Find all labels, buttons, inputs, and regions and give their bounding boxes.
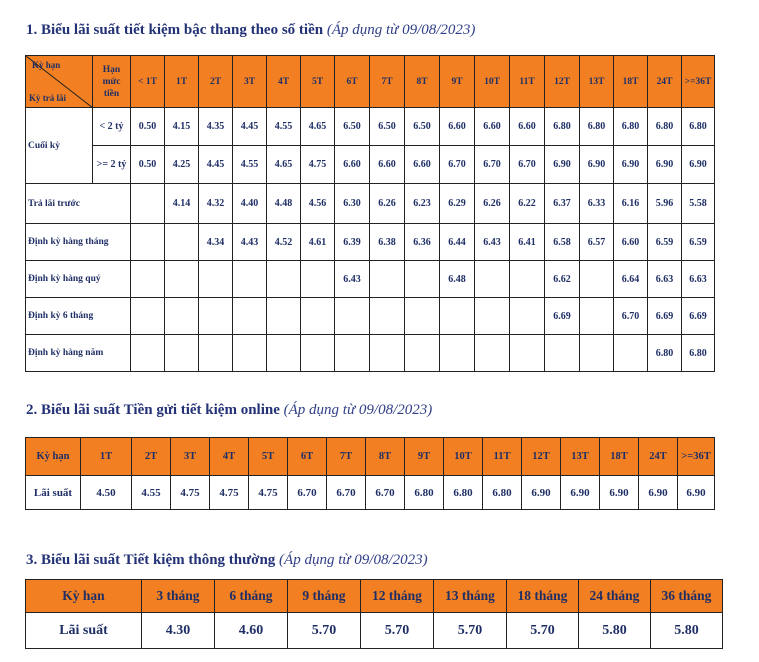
rate-cell: [370, 261, 405, 298]
rate-cell: [165, 261, 199, 298]
section-1-number: 1.: [26, 22, 38, 38]
table-row: [26, 476, 715, 510]
rate-cell: [199, 335, 233, 372]
rate-cell: 4.35: [199, 108, 233, 146]
term-header: 9T: [405, 438, 444, 476]
rate-cell: 6.90: [639, 476, 678, 510]
row-label: Cuối kỳ: [26, 108, 93, 184]
rate-cell: [131, 261, 165, 298]
table-row: [26, 146, 715, 184]
term-header: 24T: [648, 56, 682, 108]
rate-cell: 4.25: [165, 146, 199, 184]
rate-cell: 4.75: [171, 476, 210, 510]
regular-savings-rate-table: [25, 579, 723, 649]
rate-cell: 6.62: [545, 261, 580, 298]
section-2-title: [26, 402, 432, 419]
section-1-title: [26, 22, 475, 39]
section-1-heading: Biểu lãi suất tiết kiệm bậc thang theo số tiền: [41, 22, 324, 38]
term-header: 7T: [370, 56, 405, 108]
rate-cell: [510, 261, 545, 298]
rate-cell: 6.80: [580, 108, 614, 146]
rate-cell: 6.50: [405, 108, 440, 146]
rate-cell: 6.80: [614, 108, 648, 146]
rate-cell: 4.32: [199, 184, 233, 224]
rate-cell: 6.37: [545, 184, 580, 224]
term-header: 6T: [288, 438, 327, 476]
rate-cell: 6.70: [327, 476, 366, 510]
rate-cell: 6.38: [370, 224, 405, 261]
rate-cell: [267, 261, 301, 298]
rate-cell: [370, 335, 405, 372]
rate-cell: 4.48: [267, 184, 301, 224]
rate-cell: [475, 335, 510, 372]
rate-cell: 6.48: [440, 261, 475, 298]
rate-cell: 6.80: [483, 476, 522, 510]
section-3-title: [26, 552, 428, 569]
rate-cell: 6.90: [522, 476, 561, 510]
term-header: 13T: [580, 56, 614, 108]
rate-cell: 6.80: [405, 476, 444, 510]
rate-cell: [370, 298, 405, 335]
rate-label: Lãi suất: [26, 613, 142, 649]
rate-cell: 4.45: [233, 108, 267, 146]
rate-cell: [440, 298, 475, 335]
rate-cell: 6.69: [682, 298, 715, 335]
section-2-note: (Áp dụng từ 09/08/2023): [283, 402, 433, 418]
table-row: [26, 335, 715, 372]
rate-cell: [165, 335, 199, 372]
rate-cell: 6.58: [545, 224, 580, 261]
rate-cell: [475, 261, 510, 298]
rate-cell: 5.70: [507, 613, 579, 649]
rate-cell: 6.22: [510, 184, 545, 224]
term-header: 18 tháng: [507, 580, 579, 613]
rate-cell: 6.43: [335, 261, 370, 298]
rate-cell: 6.59: [648, 224, 682, 261]
rate-cell: 6.80: [648, 108, 682, 146]
table-row: [26, 108, 715, 146]
rate-cell: 6.29: [440, 184, 475, 224]
rate-cell: 6.70: [510, 146, 545, 184]
term-header: 6 tháng: [215, 580, 288, 613]
rate-cell: [165, 224, 199, 261]
row-label: Định kỳ 6 tháng: [26, 298, 131, 335]
rate-cell: 6.70: [475, 146, 510, 184]
term-header: 8T: [366, 438, 405, 476]
rate-cell: 6.57: [580, 224, 614, 261]
section-3-note: (Áp dụng từ 09/08/2023): [279, 552, 428, 568]
term-header: 5T: [249, 438, 288, 476]
rate-cell: 6.63: [648, 261, 682, 298]
term-header: 36 tháng: [651, 580, 723, 613]
rate-cell: [510, 298, 545, 335]
rate-cell: 5.96: [648, 184, 682, 224]
rate-cell: 4.55: [132, 476, 171, 510]
rate-cell: 6.60: [440, 108, 475, 146]
rate-cell: 6.60: [475, 108, 510, 146]
rate-cell: 4.14: [165, 184, 199, 224]
section-1-note: (Áp dụng từ 09/08/2023): [326, 22, 476, 38]
rate-cell: 6.90: [678, 476, 715, 510]
rate-cell: 6.16: [614, 184, 648, 224]
rate-cell: 6.50: [335, 108, 370, 146]
rate-cell: 6.90: [580, 146, 614, 184]
rate-cell: 6.26: [475, 184, 510, 224]
table-header-row: [26, 56, 715, 108]
term-header: 13 tháng: [434, 580, 507, 613]
rate-cell: [405, 298, 440, 335]
term-header: < 1T: [131, 56, 165, 108]
term-header: 24 tháng: [579, 580, 651, 613]
rate-cell: 6.70: [288, 476, 327, 510]
term-header: 8T: [405, 56, 440, 108]
rate-cell: 6.80: [444, 476, 483, 510]
rate-cell: 6.30: [335, 184, 370, 224]
rate-cell: [199, 261, 233, 298]
rate-cell: 4.60: [215, 613, 288, 649]
rate-cell: 6.64: [614, 261, 648, 298]
rate-cell: [614, 335, 648, 372]
term-header: 5T: [301, 56, 335, 108]
rate-cell: [545, 335, 580, 372]
rate-cell: 6.70: [614, 298, 648, 335]
rate-cell: 6.80: [648, 335, 682, 372]
rate-cell: [440, 335, 475, 372]
term-header: 1T: [165, 56, 199, 108]
rate-cell: 6.36: [405, 224, 440, 261]
term-header: 2T: [132, 438, 171, 476]
term-header: 11T: [483, 438, 522, 476]
term-header: Kỳ hạn: [26, 438, 81, 476]
term-header: 12 tháng: [361, 580, 434, 613]
rate-cell: 5.70: [288, 613, 361, 649]
rate-cell: 4.43: [233, 224, 267, 261]
rate-cell: 4.65: [301, 108, 335, 146]
amount-limit: >= 2 tỷ: [93, 146, 131, 184]
section-2-heading: Biểu lãi suất Tiền gửi tiết kiệm online: [41, 402, 280, 418]
term-header: 7T: [327, 438, 366, 476]
term-header: 3 tháng: [142, 580, 215, 613]
rate-cell: 6.41: [510, 224, 545, 261]
term-header: 12T: [522, 438, 561, 476]
rate-cell: 6.70: [440, 146, 475, 184]
table-header-row: [26, 438, 715, 476]
rate-cell: [405, 335, 440, 372]
rate-cell: 6.60: [405, 146, 440, 184]
rate-cell: [267, 298, 301, 335]
term-header: 18T: [600, 438, 639, 476]
rate-cell: 4.75: [301, 146, 335, 184]
corner-top-label: Kỳ hạn: [32, 60, 61, 70]
term-header: 4T: [210, 438, 249, 476]
amount-limit: < 2 tỷ: [93, 108, 131, 146]
rate-cell: 5.70: [434, 613, 507, 649]
rate-cell: 6.80: [682, 335, 715, 372]
term-header: 1T: [81, 438, 132, 476]
rate-cell: 6.60: [370, 146, 405, 184]
term-header: 6T: [335, 56, 370, 108]
rate-cell: [301, 335, 335, 372]
rate-cell: [233, 261, 267, 298]
rate-cell: 6.50: [370, 108, 405, 146]
section-2-number: 2.: [26, 402, 38, 418]
row-label: Trả lãi trước: [26, 184, 131, 224]
rate-cell: [199, 298, 233, 335]
term-header: 18T: [614, 56, 648, 108]
rate-cell: [405, 261, 440, 298]
term-header: 4T: [267, 56, 301, 108]
rate-cell: [335, 298, 370, 335]
term-header: 3T: [171, 438, 210, 476]
rate-cell: [580, 335, 614, 372]
term-header: 10T: [444, 438, 483, 476]
rate-cell: 4.50: [81, 476, 132, 510]
rate-cell: [267, 335, 301, 372]
rate-cell: [475, 298, 510, 335]
rate-cell: 6.69: [545, 298, 580, 335]
term-header: 12T: [545, 56, 580, 108]
section-3-number: 3.: [26, 552, 38, 568]
limit-header: Hạn mức tiền: [93, 56, 131, 108]
rate-cell: 4.55: [267, 108, 301, 146]
table-row: [26, 261, 715, 298]
rate-cell: 4.56: [301, 184, 335, 224]
rate-cell: [165, 298, 199, 335]
rate-label: Lãi suất: [26, 476, 81, 510]
rate-cell: [301, 261, 335, 298]
rate-cell: 4.75: [249, 476, 288, 510]
term-header: 3T: [233, 56, 267, 108]
rate-cell: [131, 184, 165, 224]
rate-cell: 4.75: [210, 476, 249, 510]
table-row: [26, 298, 715, 335]
rate-cell: 5.70: [361, 613, 434, 649]
rate-cell: [510, 335, 545, 372]
rate-cell: 6.80: [545, 108, 580, 146]
rate-cell: 6.63: [682, 261, 715, 298]
corner-header: [26, 56, 93, 108]
rate-cell: 0.50: [131, 108, 165, 146]
rate-cell: [131, 224, 165, 261]
table-row: [26, 224, 715, 261]
rate-cell: 6.90: [648, 146, 682, 184]
term-header: 2T: [199, 56, 233, 108]
term-header: 11T: [510, 56, 545, 108]
rate-cell: [233, 335, 267, 372]
rate-cell: 6.90: [561, 476, 600, 510]
rate-cell: 6.33: [580, 184, 614, 224]
rate-cell: 5.80: [579, 613, 651, 649]
rate-cell: 6.26: [370, 184, 405, 224]
rate-cell: 6.60: [614, 224, 648, 261]
rate-cell: 6.90: [600, 476, 639, 510]
term-header: Kỳ hạn: [26, 580, 142, 613]
rate-cell: 5.58: [682, 184, 715, 224]
rate-cell: 4.55: [233, 146, 267, 184]
section-3-heading: Biểu lãi suất Tiết kiệm thông thường: [41, 552, 276, 568]
rate-cell: 4.52: [267, 224, 301, 261]
term-header: >=36T: [682, 56, 715, 108]
row-label: Định kỳ hàng tháng: [26, 224, 131, 261]
online-savings-rate-table: [25, 437, 715, 510]
rate-cell: 5.80: [651, 613, 723, 649]
rate-cell: 6.60: [335, 146, 370, 184]
term-header: 9 tháng: [288, 580, 361, 613]
rate-cell: 6.60: [510, 108, 545, 146]
rate-cell: 6.90: [614, 146, 648, 184]
rate-cell: 4.45: [199, 146, 233, 184]
rate-cell: [131, 335, 165, 372]
rate-cell: [301, 298, 335, 335]
rate-cell: [131, 298, 165, 335]
rate-cell: 6.59: [682, 224, 715, 261]
term-header: 13T: [561, 438, 600, 476]
rate-cell: 6.69: [648, 298, 682, 335]
term-header: 24T: [639, 438, 678, 476]
corner-bottom-label: Kỳ trả lãi: [29, 93, 66, 103]
term-header: >=36T: [678, 438, 715, 476]
rate-cell: 4.30: [142, 613, 215, 649]
rate-cell: 6.39: [335, 224, 370, 261]
rate-cell: 6.23: [405, 184, 440, 224]
rate-cell: 6.80: [682, 108, 715, 146]
rate-cell: 4.61: [301, 224, 335, 261]
rate-cell: 0.50: [131, 146, 165, 184]
row-label: Định kỳ hàng quý: [26, 261, 131, 298]
tiered-savings-rate-table: [25, 55, 715, 372]
row-label: Định kỳ hàng năm: [26, 335, 131, 372]
rate-cell: 6.44: [440, 224, 475, 261]
term-header: 9T: [440, 56, 475, 108]
rate-cell: 6.43: [475, 224, 510, 261]
rate-cell: [580, 261, 614, 298]
rate-cell: [233, 298, 267, 335]
term-header: 10T: [475, 56, 510, 108]
rate-cell: [580, 298, 614, 335]
rate-cell: 6.90: [545, 146, 580, 184]
rate-cell: [335, 335, 370, 372]
rate-cell: 6.70: [366, 476, 405, 510]
rate-cell: 4.34: [199, 224, 233, 261]
table-row: [26, 613, 723, 649]
rate-cell: 4.15: [165, 108, 199, 146]
rate-cell: 6.90: [682, 146, 715, 184]
rate-cell: 4.40: [233, 184, 267, 224]
table-header-row: [26, 580, 723, 613]
rate-cell: 4.65: [267, 146, 301, 184]
table-row: [26, 184, 715, 224]
